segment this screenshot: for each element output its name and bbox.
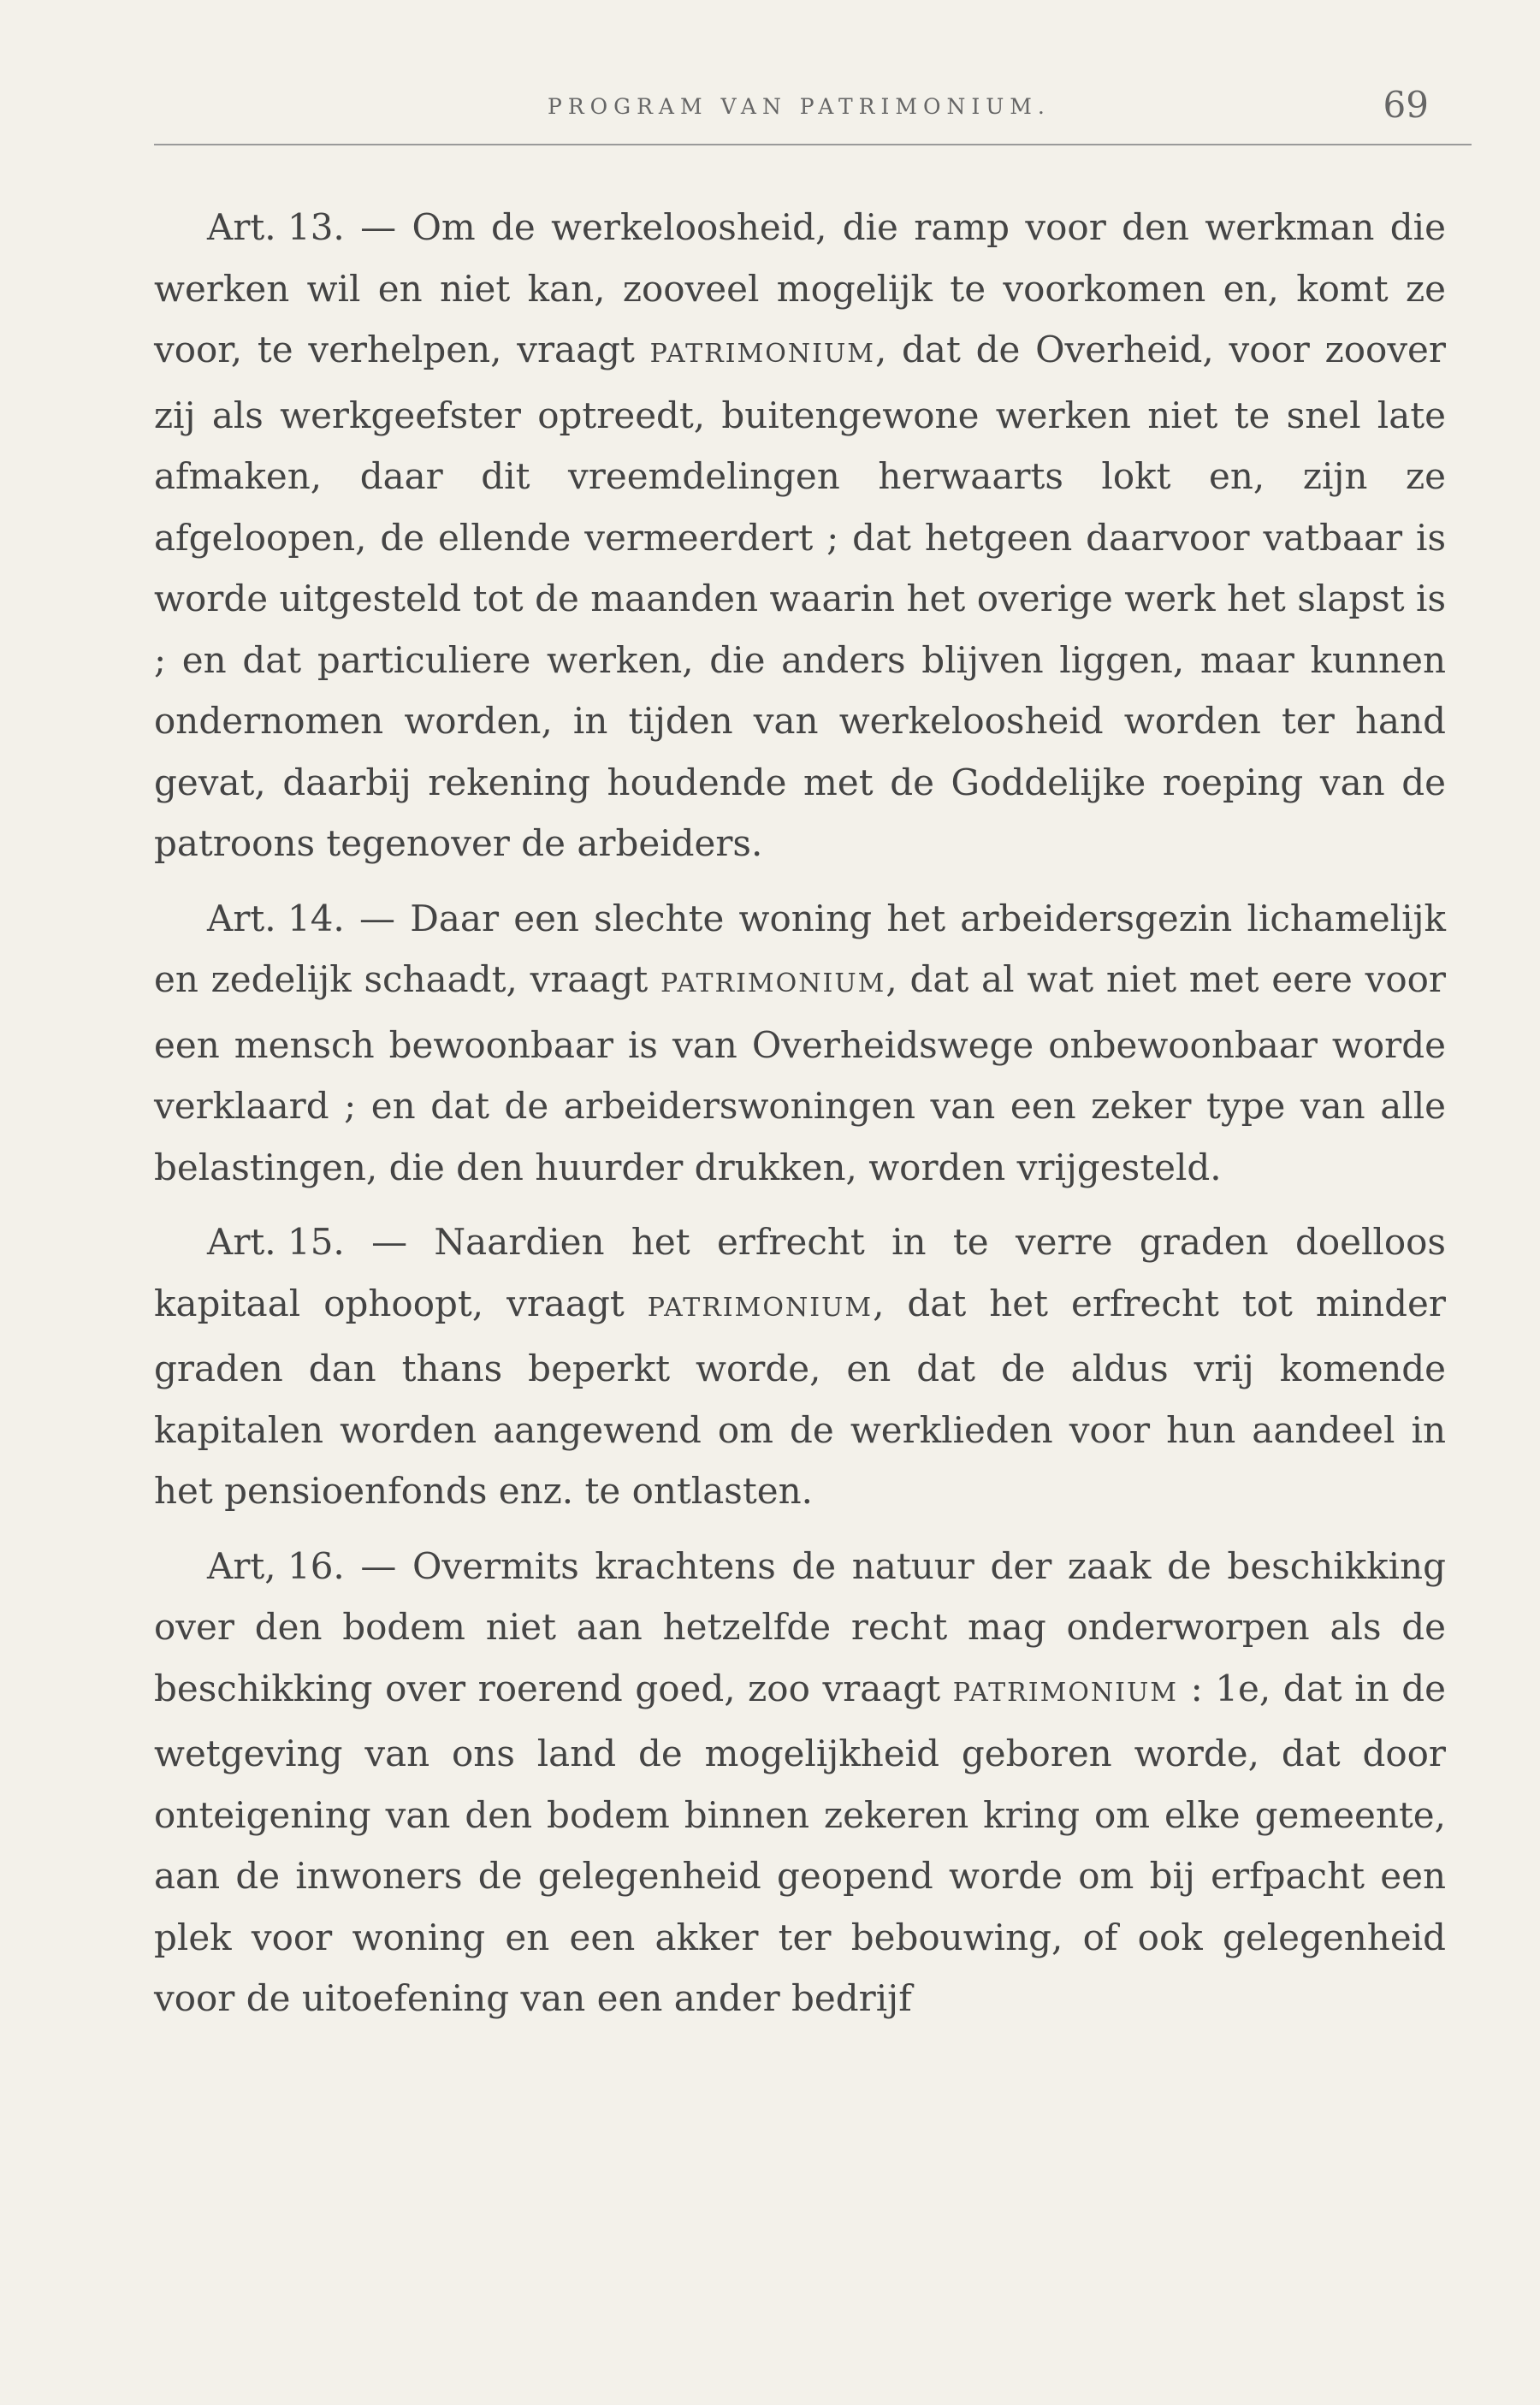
running-head [154, 84, 1472, 145]
article-dash: — [360, 206, 397, 248]
article-16 [154, 1536, 1446, 2029]
patrimonium-name: PATRIMONIUM [649, 339, 875, 369]
article-label: Art, 16. [207, 1544, 345, 1587]
patrimonium-name: PATRIMONIUM [647, 1292, 874, 1323]
article-label: Art. 15. [207, 1221, 345, 1263]
article-text: Daar een slechte woning het arbeidersgezin lichamelijk en zedelijk schaadt, vraagt [154, 897, 1447, 1000]
patrimonium-name: PATRIMONIUM [660, 969, 886, 998]
article-text: Naardien het erfrecht in te verre graden doelloos kapitaal ophoopt, vraagt [154, 1221, 1446, 1324]
article-14 [154, 888, 1446, 1199]
article-dash: — [360, 1544, 397, 1587]
article-text-continued: , dat al wat niet met eere voor een mensch bewoonbaar is van Overheidswege onbewoonbaar worde verklaard ; en dat de arbeiderswoningen van een zeker type van alle belastingen, die den huurder drukken, worden vrijgesteld. [154, 958, 1447, 1188]
article-text: Om de werkeloosheid, die ramp voor den werkman die werken wil en niet kan, zooveel mogelijk te voorkomen en, komt ze voor, te verhelpen, vraagt [154, 206, 1446, 370]
article-label: Art. 14. [207, 897, 345, 939]
patrimonium-name: PATRIMONIUM [952, 1677, 1179, 1708]
article-label: Art. 13. [207, 206, 345, 248]
article-13 [154, 197, 1446, 874]
article-text: Overmits krachtens de natuur der zaak de beschikking over den bodem niet aan hetzelfde recht mag onderworpen als de beschikking over roerend goed, zoo vraagt [154, 1544, 1446, 1709]
page-number: 69 [1383, 84, 1429, 126]
article-text-continued: : 1e, dat in de wetgeving van ons land de mogelijkheid geboren worde, dat door onteigening van den bodem binnen zekeren kring om elke gemeente, aan de inwoners de gelegenheid geopend worde om bij erfpacht een plek voor woning en een akker ter bebouwing, of ook gelegenheid voor de uitoefening van een ander bedrijf [154, 1667, 1447, 2019]
article-text-continued: , dat het erfrecht tot minder graden dan thans beperkt worde, en dat de aldus vrij komende kapitalen worden aangewend om de werklieden voor hun aandeel in het pensioenfonds enz. te ontlasten. [154, 1282, 1446, 1512]
running-title: PROGRAM VAN PATRIMONIUM. [548, 94, 1051, 119]
article-dash: — [371, 1221, 408, 1263]
page-body [154, 197, 1446, 2043]
article-dash: — [358, 897, 395, 939]
article-15 [154, 1211, 1446, 1522]
article-text-continued: , dat de Overheid, voor zoover zij als werkgeefster optreedt, buitengewone werken niet te snel late afmaken, daar dit vreemdelingen herwaarts lokt en, zijn ze afgeloopen, de ellende vermeerdert ; dat hetgeen daarvoor vatbaar is worde uitgesteld tot de maanden waarin het overige werk het slapst is ; en dat particuliere werken, die anders blijven liggen, maar kunnen ondernomen worden, in tijden van werkeloosheid worden ter hand gevat, daarbij rekening houdende met de Goddelijke roeping van de patroons tegenover de arbeiders. [154, 329, 1446, 864]
